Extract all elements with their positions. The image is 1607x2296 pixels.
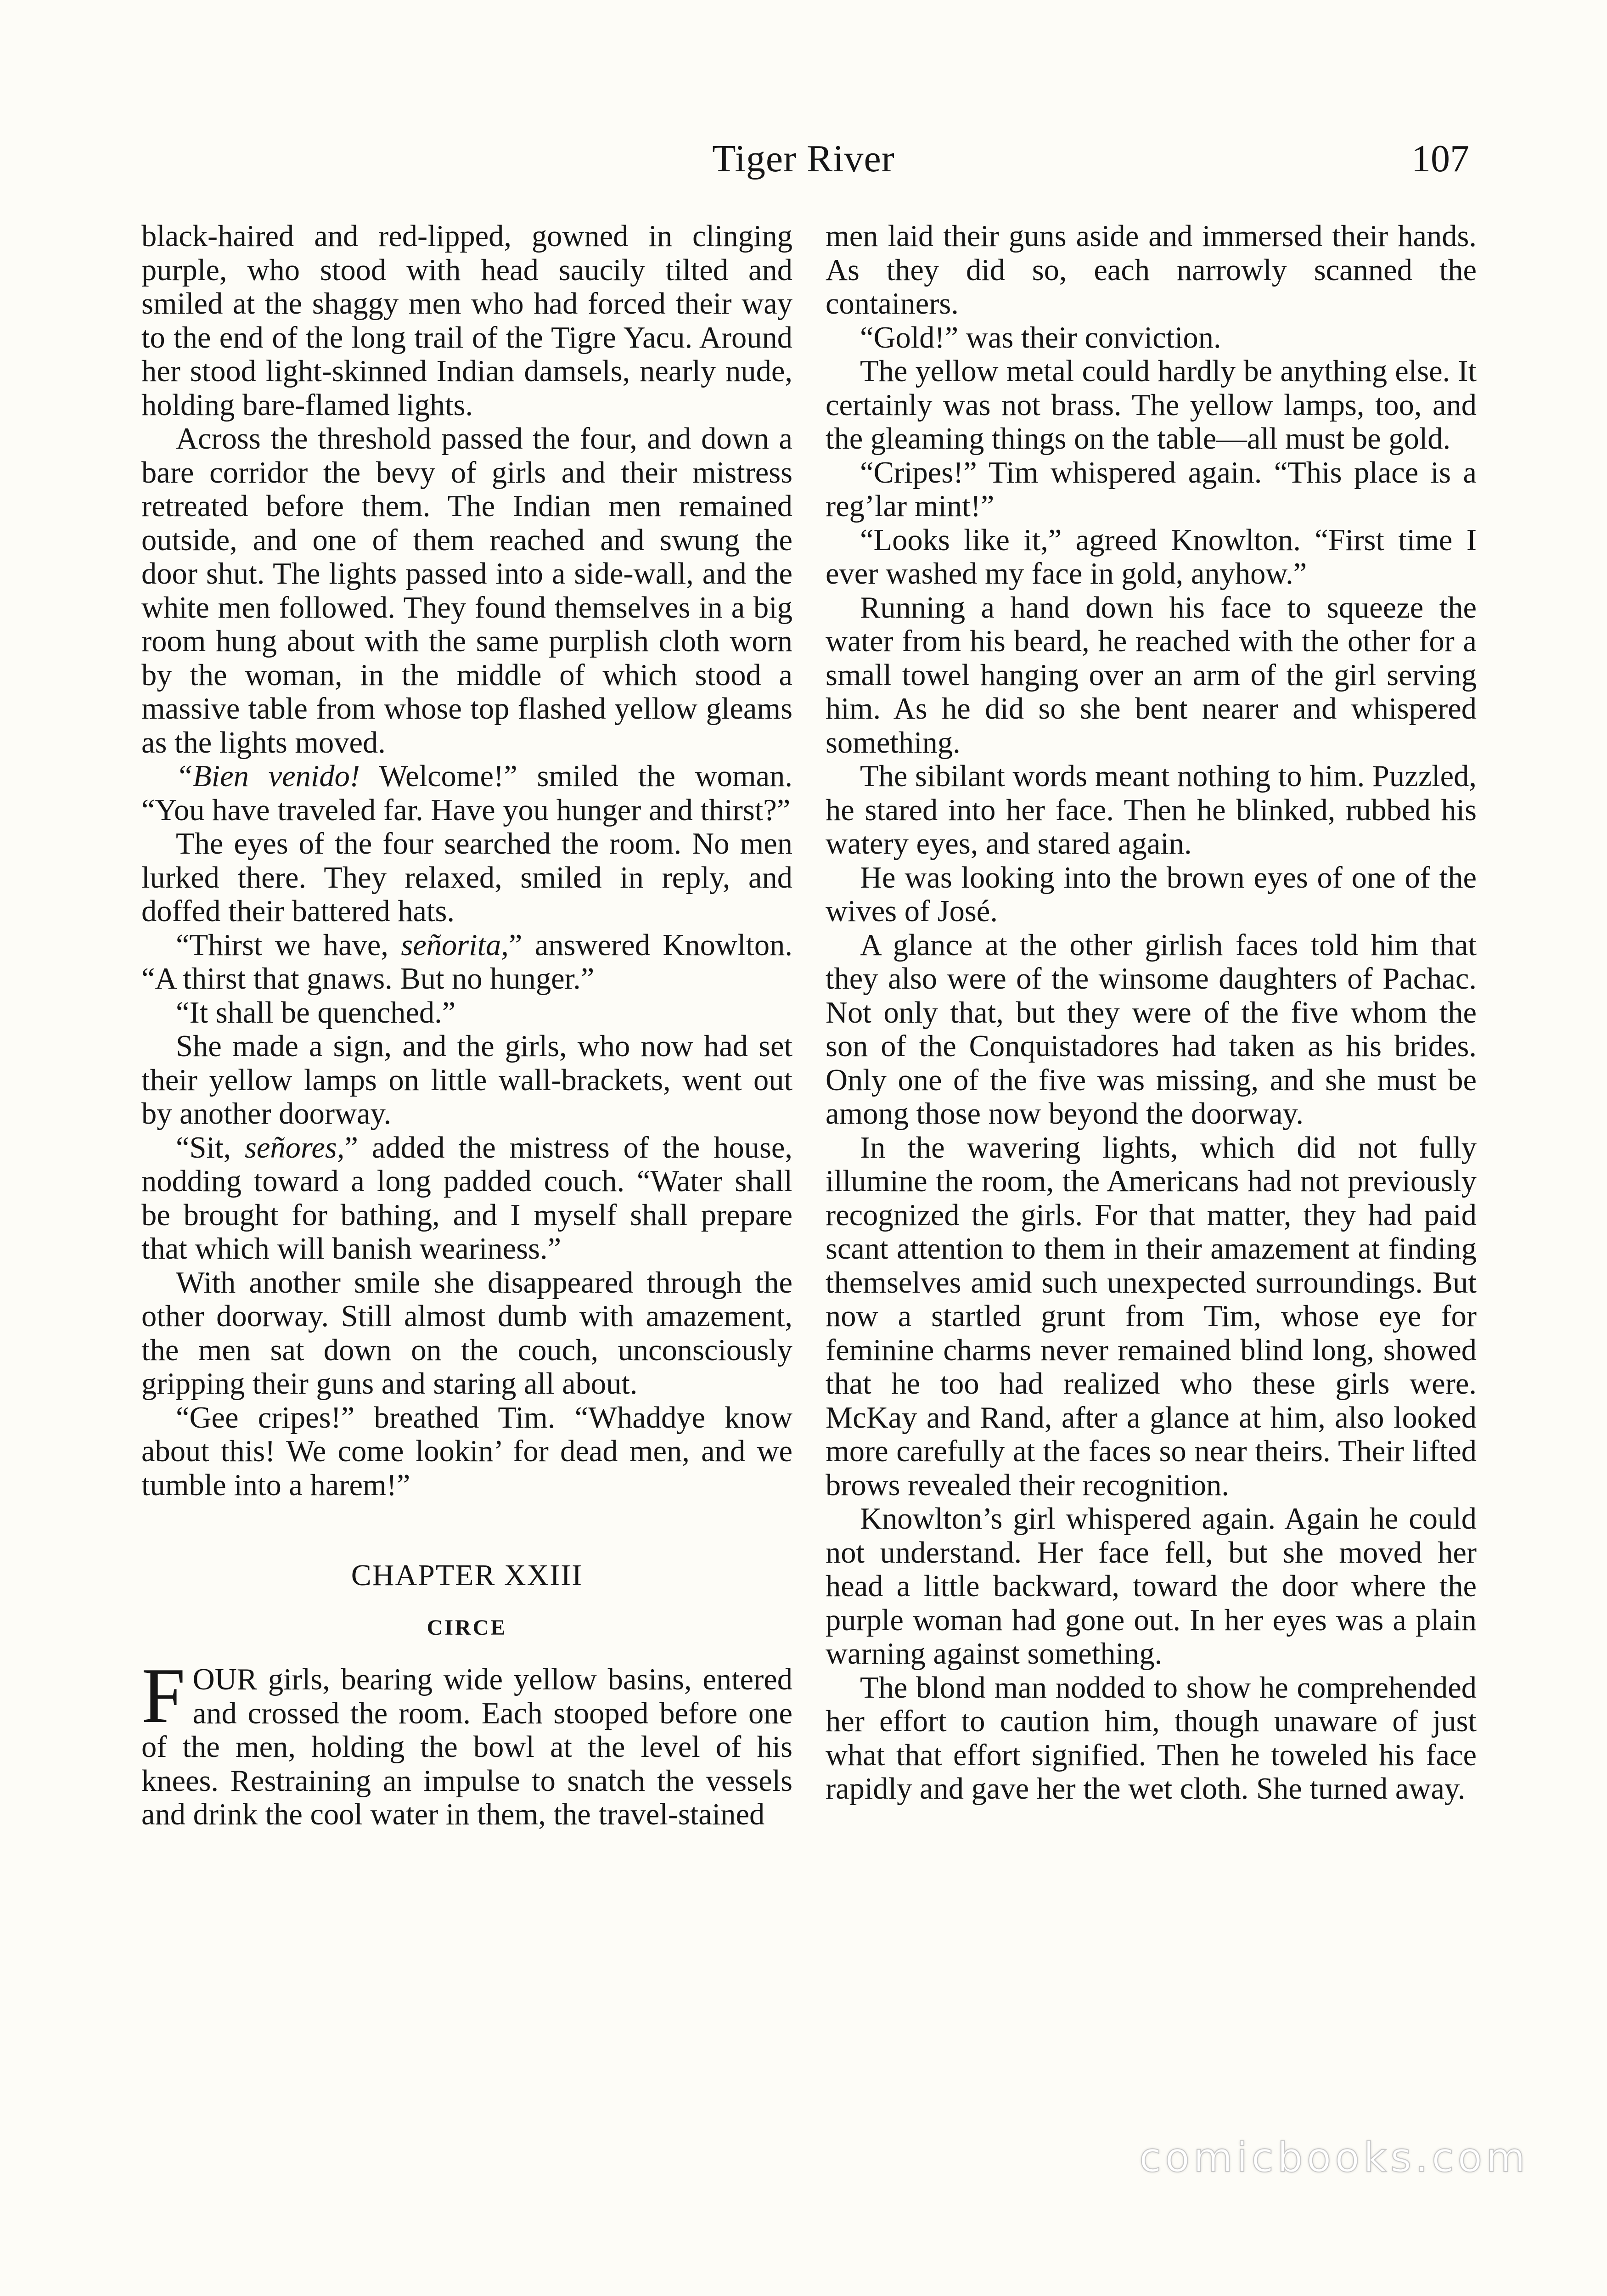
paragraph: A glance at the other girlish faces told him that they also were of the winsome daughters of Pachac. Not only that, but they were of the five whom the son of the Conquistadores had taken as his brides. Only one of the five was missing, and she must be among those now beyond the doorway. (826, 928, 1477, 1131)
paragraph: Across the threshold passed the four, and down a bare corridor the bevy of girls and their mistress retreated before them. The Indian men remained outside, and one of them reached and swung the door shut. The lights passed into a side-wall, and the white men followed. They found themselves in a big room hung about with the same purplish cloth worn by the woman, in the middle of which stood a massive table from whose top flashed yellow gleams as the lights moved. (141, 422, 792, 760)
paragraph: “Gee cripes!” breathed Tim. “Whaddye know about this! We come lookin’ for dead men, and we tumble into a harem!” (141, 1401, 792, 1502)
italic-phrase: señores, (245, 1131, 345, 1165)
paragraph: The blond man nodded to show he comprehended her effort to caution him, though unaware of just what that effort signified. Then he toweled his face rapidly and gave her the wet cloth. She turned away. (826, 1671, 1477, 1806)
paragraph: In the wavering lights, which did not fully illumine the room, the Americans had not previously recognized the girls. For that matter, they had paid scant attention to them in their amazement at finding themselves amid such unexpected surroundings. But now a startled grunt from Tim, whose eye for feminine charms never remained blind long, showed that he too had realized who these girls were. McKay and Rand, after a glance at him, also looked more carefully at the faces so near theirs. Their lifted brows revealed their recognition. (826, 1131, 1477, 1502)
paragraph-text: “Sit, (176, 1131, 245, 1165)
paragraph-text: Welcome!” smiled the woman. “You have traveled far. Have you hunger and thirst?” (141, 760, 792, 827)
italic-phrase: señorita, (401, 928, 509, 962)
paragraph: “Looks like it,” agreed Knowlton. “First time I ever washed my face in gold, anyhow.” (826, 523, 1477, 591)
paragraph (141, 760, 792, 827)
left-column (141, 219, 792, 1832)
running-title: Tiger River (712, 137, 895, 180)
paragraph-text: “Thirst we have, (176, 928, 401, 962)
paragraph (141, 1131, 792, 1266)
paragraph: The eyes of the four searched the room. No men lurked there. They relaxed, smiled in reply, and doffed their battered hats. (141, 827, 792, 928)
paragraph-text: ” answered Knowlton. “A thirst that gnaws. But no hunger.” (141, 928, 792, 996)
paragraph (141, 1652, 792, 1832)
paragraph: Knowlton’s girl whispered again. Again he could not understand. Her face fell, but she moved her head a little backward, toward the door where the purple woman had gone out. In her eyes was a plain warning against something. (826, 1502, 1477, 1671)
italic-phrase: “Bien venido! (176, 760, 360, 793)
page-number: 107 (1411, 137, 1469, 180)
paragraph: Running a hand down his face to squeeze the water from his beard, he reached with the other for a small towel hanging over an arm of the girl serving him. As he did so she bent nearer and whispered something. (826, 591, 1477, 760)
paragraph: The yellow metal could hardly be anything else. It certainly was not brass. The yellow lamps, too, and the gleaming things on the table—all must be gold. (826, 355, 1477, 456)
paragraph-text: OUR girls, bearing wide yellow basins, entered and crossed the room. Each stooped before one of the men, holding the bowl at the level of his knees. Restraining an impulse to snatch the vessels and drink the cool water in them, the travel-stained (141, 1663, 792, 1831)
paragraph: “Cripes!” Tim whispered again. “This place is a reg’lar mint!” (826, 456, 1477, 523)
watermark: comicbooks.com (1139, 2134, 1529, 2181)
running-head (138, 131, 1469, 186)
chapter-subtitle: CIRCE (427, 1615, 507, 1640)
chapter-heading: CHAPTER XXIII (351, 1559, 583, 1592)
paragraph: He was looking into the brown eyes of one of the wives of José. (826, 861, 1477, 928)
paragraph: “Gold!” was their conviction. (860, 321, 1221, 355)
paragraph (141, 929, 792, 996)
paragraph: The sibilant words meant nothing to him. Puzzled, he stared into her face. Then he blinked, rubbed his watery eyes, and stared again. (826, 760, 1477, 861)
paragraph: “It shall be quenched.” (176, 996, 456, 1030)
paragraph: men laid their guns aside and immersed their hands. As they did so, each narrowly scanned the containers. (826, 219, 1477, 321)
paragraph: She made a sign, and the girls, who now had set their yellow lamps on little wall-brackets, went out by another doorway. (141, 1030, 792, 1131)
drop-cap: F (141, 1652, 185, 1739)
paragraph-text: ” added the mistress of the house, nodding toward a long padded couch. “Water shall be brought for bathing, and I myself shall prepare that which will banish weariness.” (141, 1131, 792, 1266)
paragraph: black-haired and red-lipped, gowned in clinging purple, who stood with head saucily tilted and smiled at the shaggy men who had forced their way to the end of the long trail of the Tigre Yacu. Around her stood light-skinned Indian damsels, nearly nude, holding bare-flamed lights. (141, 219, 792, 422)
right-column (826, 219, 1477, 1806)
paragraph: With another smile she disappeared through the other doorway. Still almost dumb with amazement, the men sat down on the couch, unconsciously gripping their guns and staring all about. (141, 1266, 792, 1401)
